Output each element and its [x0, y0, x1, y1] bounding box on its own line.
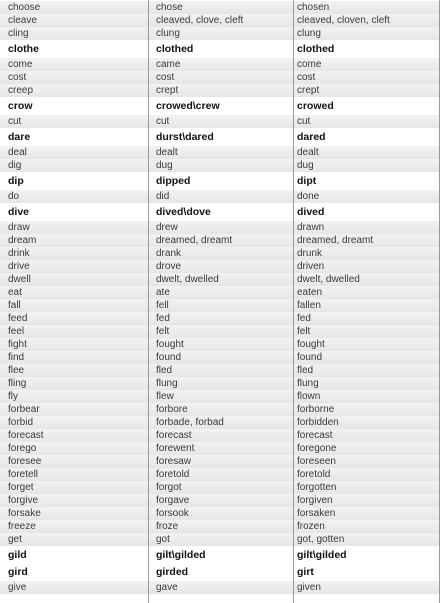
- verb-past-cell: dived\dove: [156, 206, 211, 218]
- verb-base-cell: drink: [8, 248, 30, 259]
- verb-participle-cell: clothed: [297, 43, 335, 55]
- verb-base-cell: find: [8, 352, 25, 363]
- verb-past-cell: forsook: [156, 508, 189, 519]
- verb-participle-cell: given: [297, 582, 321, 593]
- table-row: [0, 547, 440, 563]
- verb-base-cell: forgive: [8, 495, 39, 506]
- verb-participle-cell: crept: [297, 85, 320, 96]
- verb-participle-cell: fled: [297, 365, 314, 376]
- verb-past-cell: came: [156, 59, 181, 70]
- verb-base-cell: draw: [8, 222, 30, 233]
- verb-participle-cell: frozen: [297, 521, 325, 532]
- verb-past-cell: cost: [156, 72, 175, 83]
- verb-base-cell: flee: [8, 365, 25, 376]
- verb-base-cell: dare: [8, 131, 31, 143]
- table-row: [0, 234, 440, 247]
- table-row: [0, 146, 440, 159]
- verb-past-cell: forewent: [156, 443, 195, 454]
- table-row: [0, 159, 440, 172]
- table-row: [0, 481, 440, 494]
- verb-base-cell: fight: [8, 339, 27, 350]
- verb-past-cell: did: [156, 191, 170, 202]
- verb-base-cell: dream: [8, 235, 37, 246]
- verb-base-cell: gild: [8, 549, 27, 561]
- verb-base-cell: dig: [8, 160, 22, 171]
- table-row: [0, 14, 440, 27]
- table-row: [0, 41, 440, 57]
- table-row: [0, 533, 440, 546]
- verb-base-cell: gird: [8, 566, 28, 578]
- verb-past-cell: foretold: [156, 469, 190, 480]
- verb-past-cell: forgave: [156, 495, 190, 506]
- table-row: [0, 312, 440, 325]
- verb-participle-cell: drunk: [297, 248, 323, 259]
- verb-base-cell: forbear: [8, 404, 40, 415]
- verb-participle-cell: forecast: [297, 430, 333, 441]
- verb-base-cell: foresee: [8, 456, 42, 467]
- table-row: [0, 27, 440, 40]
- verb-past-cell: drew: [156, 222, 178, 233]
- table-row: [0, 564, 440, 580]
- verb-past-cell: got: [156, 534, 170, 545]
- verb-participle-cell: forborne: [297, 404, 335, 415]
- verb-participle-cell: felt: [297, 326, 311, 337]
- table-row: [0, 377, 440, 390]
- table-row: [0, 390, 440, 403]
- verb-past-cell: fed: [156, 313, 170, 324]
- verb-participle-cell: cost: [297, 72, 316, 83]
- verb-past-cell: clothed: [156, 43, 194, 55]
- verb-past-cell: dealt: [156, 147, 178, 158]
- table-row: [0, 204, 440, 220]
- verb-participle-cell: chosen: [297, 2, 330, 13]
- verb-base-cell: forget: [8, 482, 34, 493]
- verb-base-cell: dwell: [8, 274, 31, 285]
- verb-past-cell: drove: [156, 261, 182, 272]
- verb-past-cell: cut: [156, 116, 170, 127]
- verb-past-cell: dwelt, dwelled: [156, 274, 219, 285]
- verb-past-cell: dreamed, dreamt: [156, 235, 233, 246]
- verb-base-cell: foretell: [8, 469, 39, 480]
- verb-base-cell: dip: [8, 175, 24, 187]
- verb-base-cell: eat: [8, 287, 22, 298]
- table-row: [0, 247, 440, 260]
- verb-base-cell: do: [8, 191, 20, 202]
- verb-past-cell: forgot: [156, 482, 182, 493]
- verb-base-cell: cut: [8, 116, 22, 127]
- verb-past-cell: gilt\gilded: [156, 549, 206, 561]
- verb-past-cell: dug: [156, 160, 173, 171]
- verb-participle-cell: cleaved, cloven, cleft: [297, 15, 390, 26]
- verb-base-cell: clothe: [8, 43, 39, 55]
- verb-participle-cell: driven: [297, 261, 325, 272]
- verb-base-cell: cling: [8, 28, 29, 39]
- verb-past-cell: forecast: [156, 430, 192, 441]
- table-row: [0, 98, 440, 114]
- verb-past-cell: clung: [156, 28, 180, 39]
- verb-base-cell: forecast: [8, 430, 44, 441]
- table-row: [0, 1, 440, 14]
- table-row: [0, 338, 440, 351]
- table-row: [0, 260, 440, 273]
- verb-participle-cell: dealt: [297, 147, 319, 158]
- verb-participle-cell: dived: [297, 206, 325, 218]
- verb-past-cell: drank: [156, 248, 182, 259]
- table-row: [0, 115, 440, 128]
- verb-base-cell: crow: [8, 100, 33, 112]
- table-row: [0, 71, 440, 84]
- verb-participle-cell: eaten: [297, 287, 323, 298]
- verb-base-cell: deal: [8, 147, 27, 158]
- table-row: [0, 520, 440, 533]
- verb-participle-cell: clung: [297, 28, 321, 39]
- table-row: [0, 129, 440, 145]
- verb-past-cell: fought: [156, 339, 184, 350]
- verb-past-cell: crept: [156, 85, 179, 96]
- verb-participle-cell: foregone: [297, 443, 337, 454]
- table-row: [0, 429, 440, 442]
- verb-past-cell: forbade, forbad: [156, 417, 224, 428]
- verb-base-cell: give: [8, 582, 27, 593]
- table-row: [0, 581, 440, 594]
- table-row: [0, 273, 440, 286]
- verb-past-cell: girded: [156, 566, 189, 578]
- verb-base-cell: fly: [8, 391, 18, 402]
- verb-past-cell: felt: [156, 326, 170, 337]
- verb-participle-cell: fed: [297, 313, 311, 324]
- verb-participle-cell: crowed: [297, 100, 334, 112]
- table-row: [0, 416, 440, 429]
- verb-past-cell: chose: [156, 2, 183, 13]
- table-row: [0, 442, 440, 455]
- verb-past-cell: fell: [156, 300, 169, 311]
- column-divider: [148, 0, 149, 603]
- verb-participle-cell: cut: [297, 116, 311, 127]
- verb-participle-cell: got, gotten: [297, 534, 345, 545]
- table-row: [0, 84, 440, 97]
- verb-past-cell: durst\dared: [156, 131, 214, 143]
- verb-participle-cell: forgiven: [297, 495, 333, 506]
- verb-participle-cell: drawn: [297, 222, 325, 233]
- verb-base-cell: forego: [8, 443, 37, 454]
- table-row: [0, 325, 440, 338]
- verb-past-cell: foresaw: [156, 456, 192, 467]
- table-row: [0, 58, 440, 71]
- verb-past-cell: gave: [156, 582, 178, 593]
- table-row: [0, 190, 440, 203]
- verb-past-cell: froze: [156, 521, 179, 532]
- verb-participle-cell: fallen: [297, 300, 321, 311]
- table-row: [0, 507, 440, 520]
- verb-past-cell: dipped: [156, 175, 191, 187]
- verb-past-cell: flew: [156, 391, 174, 402]
- verb-base-cell: creep: [8, 85, 34, 96]
- table-row: [0, 403, 440, 416]
- verb-past-cell: ate: [156, 287, 170, 298]
- column-divider: [293, 0, 294, 603]
- verb-participle-cell: forbidden: [297, 417, 339, 428]
- table-row: [0, 173, 440, 189]
- verb-participle-cell: flown: [297, 391, 321, 402]
- verb-participle-cell: dug: [297, 160, 314, 171]
- verb-participle-cell: forsaken: [297, 508, 336, 519]
- verb-base-cell: come: [8, 59, 33, 70]
- verb-base-cell: get: [8, 534, 22, 545]
- verb-base-cell: dive: [8, 206, 30, 218]
- verb-participle-cell: foreseen: [297, 456, 336, 467]
- verb-base-cell: cost: [8, 72, 27, 83]
- table-row: [0, 455, 440, 468]
- verb-participle-cell: come: [297, 59, 322, 70]
- verb-participle-cell: dared: [297, 131, 326, 143]
- verb-past-cell: cleaved, clove, cleft: [156, 15, 244, 26]
- verb-base-cell: fall: [8, 300, 21, 311]
- verb-base-cell: forsake: [8, 508, 41, 519]
- table-row: [0, 299, 440, 312]
- verb-past-cell: flung: [156, 378, 178, 389]
- verb-base-cell: freeze: [8, 521, 36, 532]
- verb-participle-cell: fought: [297, 339, 325, 350]
- verb-participle-cell: gilt\gilded: [297, 549, 347, 561]
- verb-participle-cell: found: [297, 352, 323, 363]
- table-row: [0, 351, 440, 364]
- verb-participle-cell: foretold: [297, 469, 331, 480]
- verb-past-cell: forbore: [156, 404, 188, 415]
- verb-base-cell: cleave: [8, 15, 37, 26]
- verb-past-cell: fled: [156, 365, 173, 376]
- table-row: [0, 286, 440, 299]
- verb-participle-cell: flung: [297, 378, 319, 389]
- verb-participle-cell: forgotten: [297, 482, 337, 493]
- verb-participle-cell: dreamed, dreamt: [297, 235, 374, 246]
- table-row: [0, 468, 440, 481]
- verb-participle-cell: done: [297, 191, 320, 202]
- verb-past-cell: found: [156, 352, 182, 363]
- verb-base-cell: choose: [8, 2, 41, 13]
- table-row: [0, 221, 440, 234]
- verb-base-cell: fling: [8, 378, 27, 389]
- verb-base-cell: feed: [8, 313, 28, 324]
- verb-base-cell: feel: [8, 326, 25, 337]
- verb-base-cell: drive: [8, 261, 30, 272]
- verb-participle-cell: dipt: [297, 175, 317, 187]
- verb-participle-cell: dwelt, dwelled: [297, 274, 360, 285]
- verb-past-cell: crowed\crew: [156, 100, 220, 112]
- verb-participle-cell: girt: [297, 566, 314, 578]
- table-row: [0, 494, 440, 507]
- verb-base-cell: forbid: [8, 417, 34, 428]
- table-row: [0, 364, 440, 377]
